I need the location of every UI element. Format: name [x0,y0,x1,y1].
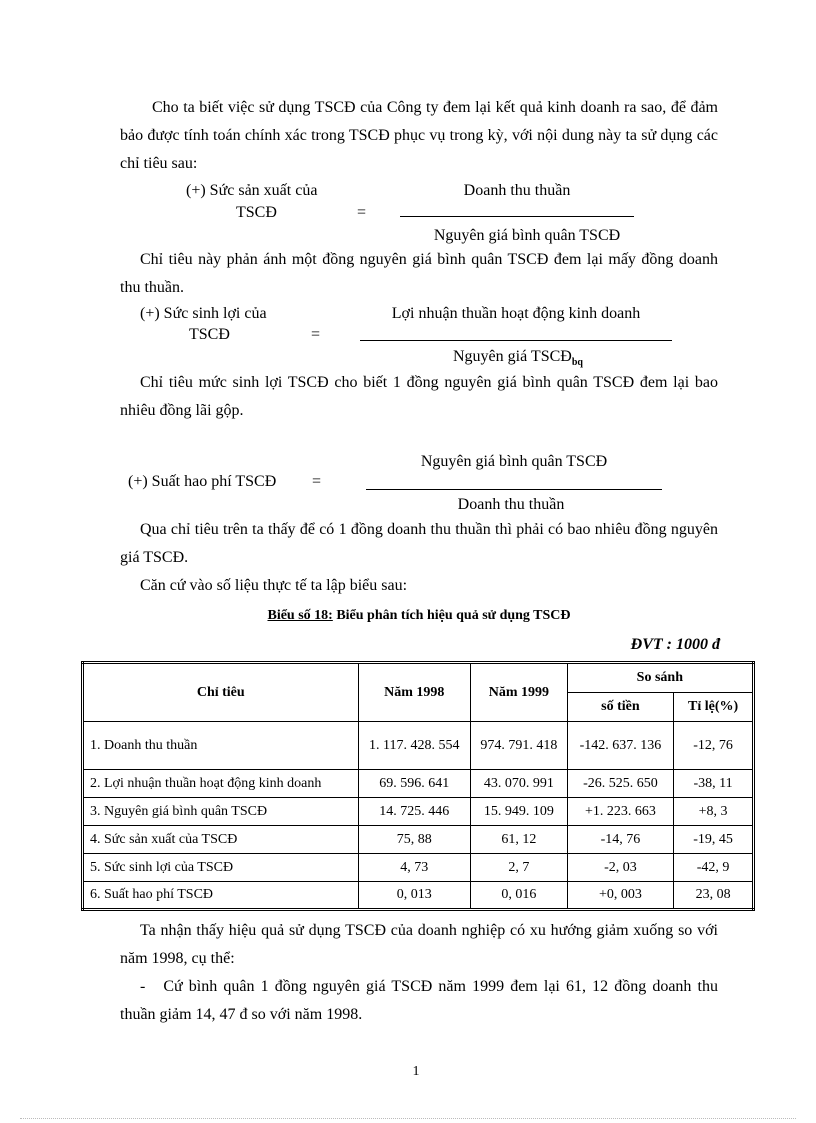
cell-ratio: -38, 11 [674,770,754,798]
table-caption-prefix: Biểu số 18: [267,608,333,623]
formula1-note: Chỉ tiêu này phản ánh một đồng nguyên giá bình quân TSCĐ đem lại mấy đồng doanh thu thuần. [120,251,718,296]
formula3-denominator: Doanh thu thuần [457,496,565,513]
cell-1998: 75, 88 [358,826,471,854]
intro-paragraph: Cho ta biết việc sử dụng TSCĐ của Công ty đem lại kết quả kinh doanh ra sao, để đảm bảo được tính toán chính xác trong TSCĐ phục vụ trong kỳ, với nội dung này ta sử dụng các chỉ tiêu sau: [120,99,718,172]
cell-1999: 974. 791. 418 [471,722,568,770]
cell-1999: 43. 070. 991 [471,770,568,798]
cell-ratio: +8, 3 [674,798,754,826]
unit-label: ĐVT : 1000 đ [630,636,720,653]
efficiency-table [81,661,755,911]
cell-1999: 2, 7 [471,854,568,882]
cell-1999: 15. 949. 109 [471,798,568,826]
page-bottom-border [20,1118,796,1119]
cell-amount: -142. 637. 136 [567,722,674,770]
formula3-fraction-bar [366,489,662,490]
formula1-equals: = [357,204,367,221]
conclusion-paragraph: Ta nhận thấy hiệu quả sử dụng TSCĐ của doanh nghiệp có xu hướng giảm xuống so với năm 1998, cụ thể: [120,922,718,967]
formula3-note: Qua chỉ tiêu trên ta thấy để có 1 đồng doanh thu thuần thì phải có bao nhiêu đồng nguyên giá TSCĐ. [120,521,718,566]
page-number: 1 [412,1064,420,1079]
cell-1998: 69. 596. 641 [358,770,471,798]
cell-amount: +0, 003 [567,882,674,910]
cell-ratio: -19, 45 [674,826,754,854]
formula3-equals: = [312,473,322,490]
header-criteria: Chỉ tiêu [83,663,359,722]
cell-1998: 0, 013 [358,882,471,910]
cell-ratio: -42, 9 [674,854,754,882]
table-row [83,854,754,882]
header-year-1998: Năm 1998 [358,663,471,722]
header-ratio: Tỉ lệ(%) [674,693,754,722]
formula3-numerator: Nguyên giá bình quân TSCĐ [420,453,608,470]
formula2-label-line2: TSCĐ [189,326,230,343]
table-caption-text: Biểu phân tích hiệu quả sử dụng TSCĐ [332,608,571,623]
bullet-text: Cứ bình quân 1 đồng nguyên giá TSCĐ năm 1999 đem lại 61, 12 đồng doanh thu thuần giảm 14, 47 đ so với năm 1998. [120,978,718,1023]
cell-criteria: 5. Sức sinh lợi của TSCĐ [83,854,359,882]
cell-1998: 14. 725. 446 [358,798,471,826]
cell-criteria: 2. Lợi nhuận thuần hoạt động kinh doanh [83,770,359,798]
formula2-note: Chỉ tiêu mức sinh lợi TSCĐ cho biết 1 đồng nguyên giá bình quân TSCĐ đem lại bao nhiêu đồng lãi gộp. [120,374,718,419]
formula1-numerator: Doanh thu thuần [463,182,571,199]
table-intro: Căn cứ vào số liệu thực tế ta lập biểu sau: [140,577,408,594]
cell-criteria: 6. Suất hao phí TSCĐ [83,882,359,910]
table-row [83,826,754,854]
formula2-fraction-bar [360,340,672,341]
formula2-label-line1: (+) Sức sinh lợi của [140,305,267,322]
cell-criteria: 3. Nguyên giá bình quân TSCĐ [83,798,359,826]
cell-amount: -14, 76 [567,826,674,854]
bullet-dash: - [140,978,146,995]
cell-amount: +1. 223. 663 [567,798,674,826]
formula1-label-line2: TSCĐ [236,204,277,221]
cell-1998: 4, 73 [358,854,471,882]
table-caption [120,606,718,626]
formula1-label-line1: (+) Sức sản xuất của [186,182,318,199]
formula1-denominator: Nguyên giá bình quân TSCĐ [433,227,621,244]
cell-criteria: 4. Sức sản xuất của TSCĐ [83,826,359,854]
cell-ratio: 23, 08 [674,882,754,910]
formula3-label: (+) Suất hao phí TSCĐ [128,473,277,490]
header-year-1999: Năm 1999 [471,663,568,722]
cell-amount: -26. 525. 650 [567,770,674,798]
cell-1999: 0, 016 [471,882,568,910]
cell-criteria: 1. Doanh thu thuần [83,722,359,770]
cell-amount: -2, 03 [567,854,674,882]
header-amount: số tiền [567,693,674,722]
cell-ratio: -12, 76 [674,722,754,770]
table-row [83,798,754,826]
header-compare: So sánh [567,663,753,693]
formula2-denominator-subscript: bq [571,357,583,369]
formula2-denominator-text: Nguyên giá TSCĐ [453,348,572,365]
table-row [83,770,754,798]
table-row [83,882,754,910]
formula2-numerator: Lợi nhuận thuần hoạt động kinh doanh [391,305,641,322]
cell-1998: 1. 117. 428. 554 [358,722,471,770]
cell-1999: 61, 12 [471,826,568,854]
table-row [83,722,754,770]
formula1-fraction-bar [400,216,634,217]
bullet-item [120,973,718,1029]
formula2-equals: = [311,326,321,343]
